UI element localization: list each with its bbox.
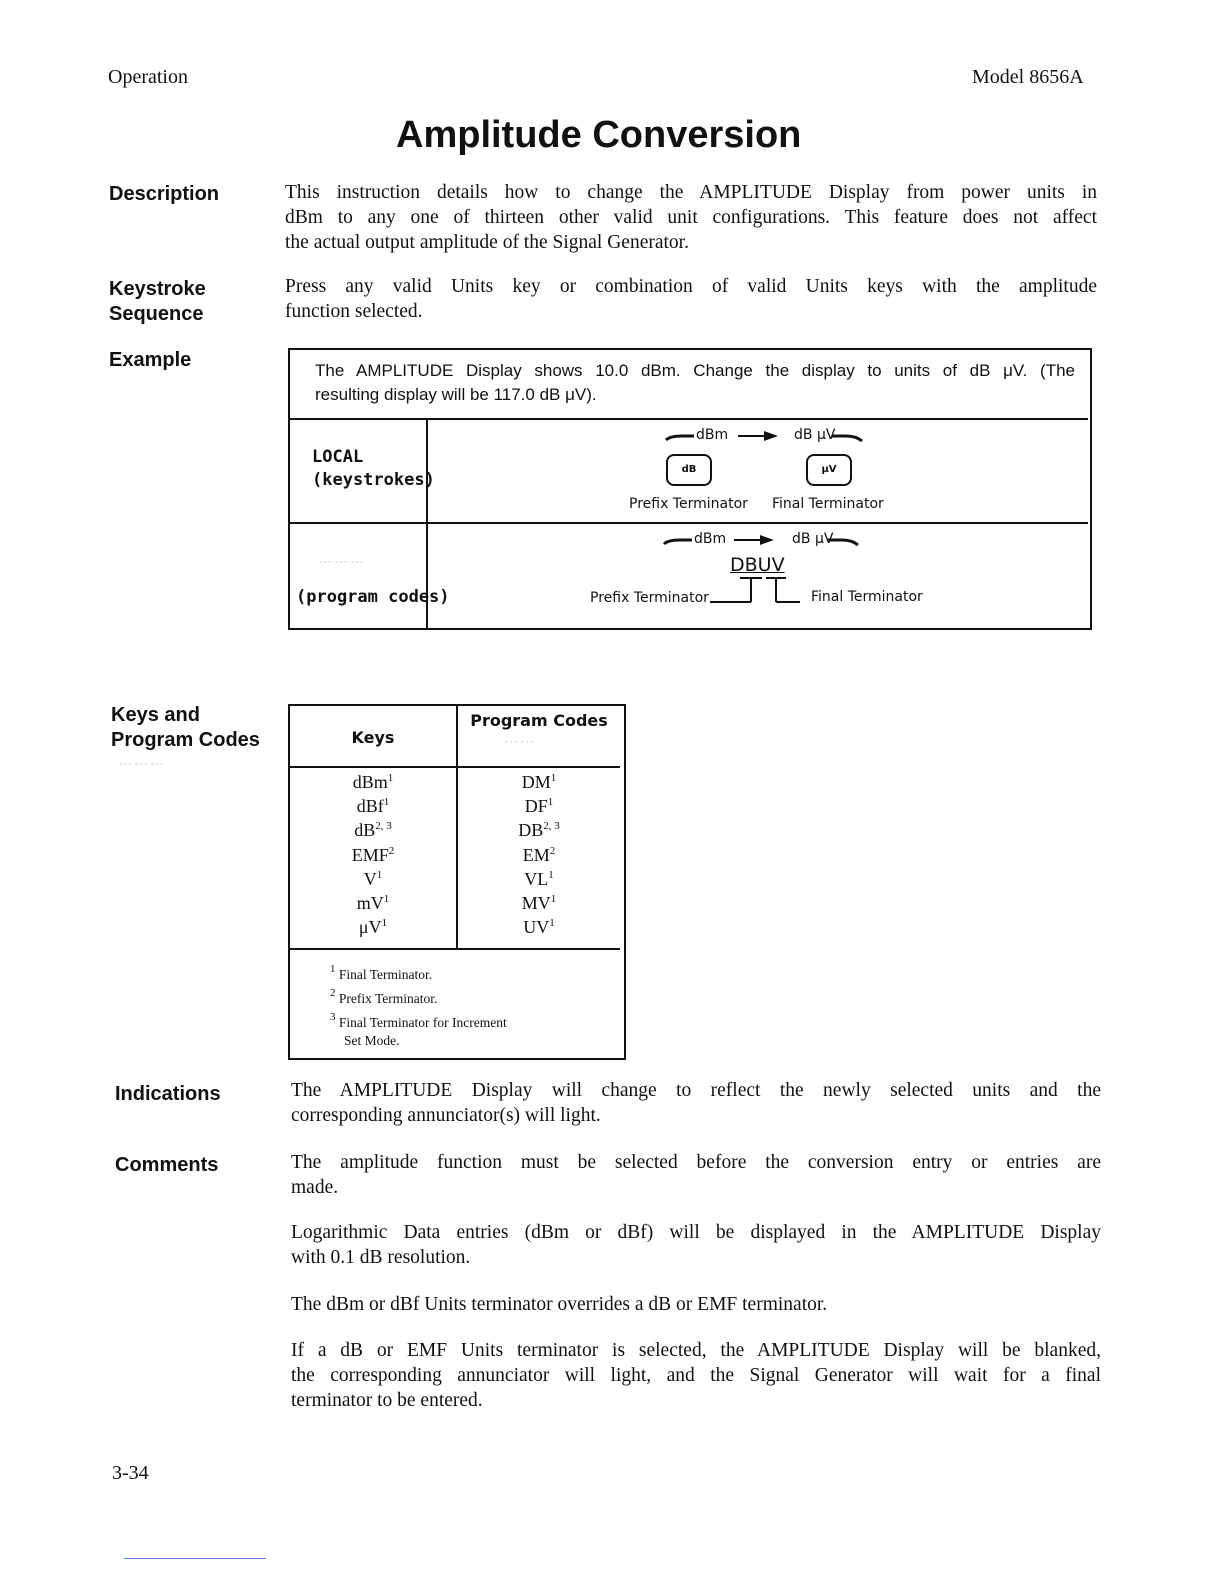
footnote-number: 2 xyxy=(330,987,336,999)
key-footnote: 1 xyxy=(387,772,394,784)
key-name: dBm xyxy=(352,772,388,792)
comments-line: Logarithmic Data entries (dBm or dBf) will be displayed in the AMPLITUDE Display xyxy=(291,1222,1101,1243)
description-line: This instruction details how to change the AMPLITUDE Display from power units in xyxy=(285,182,1097,203)
local-label-line1: LOCAL xyxy=(312,447,364,467)
code-footnote: 2 xyxy=(549,844,556,857)
comments-paragraph-3 xyxy=(291,1292,1101,1317)
program-code: EM xyxy=(522,844,550,865)
uv-key: μV xyxy=(806,454,852,486)
key-footnote: 2, 3 xyxy=(375,820,392,833)
example-top-rule xyxy=(288,348,1092,350)
model-header: Model 8656A xyxy=(972,66,1084,88)
keys-codes-table xyxy=(288,704,626,1060)
footnote-3-continued: Set Mode. xyxy=(344,1033,400,1048)
faded-mark: ⋯⋯⋯ xyxy=(118,757,166,772)
section-header: Operation xyxy=(108,66,188,88)
faded-mark: ⋯⋯ xyxy=(504,735,536,750)
program-code: VL xyxy=(524,868,549,889)
comments-label: Comments xyxy=(115,1154,219,1176)
page-title: Amplitude Conversion xyxy=(396,114,802,156)
remote-to-unit: dB μV xyxy=(792,531,834,547)
table-row xyxy=(290,867,456,891)
description-line: dBm to any one of thirteen other valid unit configurations. This feature does not affect xyxy=(285,207,1097,228)
local-final-terminator: Final Terminator xyxy=(772,496,884,512)
keystroke-line: function selected. xyxy=(285,301,423,322)
program-code-dbuv: DBUV xyxy=(730,554,785,576)
footnote-2 xyxy=(330,987,438,1008)
table-row xyxy=(290,915,456,939)
keys-column xyxy=(290,770,456,939)
example-intro-line2: resulting display will be 117.0 dB μV). xyxy=(315,385,597,404)
program-code: UV xyxy=(523,917,550,938)
key-name: V xyxy=(363,868,377,889)
keys-codes-label-line1: Keys and xyxy=(111,704,200,726)
indications-line: The AMPLITUDE Display will change to reflect the newly selected units and the xyxy=(291,1080,1101,1101)
table-row xyxy=(458,770,620,794)
key-footnote: 1 xyxy=(381,917,388,930)
comments-line: made. xyxy=(291,1177,339,1198)
keys-codes-label xyxy=(111,703,260,753)
table-row xyxy=(458,818,620,842)
comments-line: The dBm or dBf Units terminator overrides a dB or EMF terminator. xyxy=(291,1294,828,1315)
comments-paragraph-1 xyxy=(291,1150,1101,1200)
footnote-number: 1 xyxy=(330,963,336,975)
remote-from-unit: dBm xyxy=(694,531,727,547)
keystroke-line: Press any valid Units key or combination of valid Units keys with the amplitude xyxy=(285,276,1097,297)
key-footnote: 2 xyxy=(388,844,395,857)
table-row xyxy=(290,891,456,915)
footnote-text: Final Terminator for Increment xyxy=(338,1015,507,1030)
code-footnote: 1 xyxy=(550,772,557,784)
program-code: DM xyxy=(521,772,551,792)
keystroke-text xyxy=(285,274,1097,324)
program-code: DF xyxy=(524,796,548,817)
description-text xyxy=(285,180,1097,255)
db-key: dB xyxy=(666,454,712,486)
program-code: MV xyxy=(521,892,551,913)
footnote-number: 3 xyxy=(330,1011,336,1023)
keys-codes-label-line2: Program Codes xyxy=(111,729,260,751)
example-box xyxy=(288,348,1092,630)
indications-text xyxy=(291,1078,1101,1128)
comments-paragraph-4 xyxy=(291,1338,1101,1413)
codes-column xyxy=(458,770,620,939)
page-number: 3-34 xyxy=(112,1462,149,1484)
example-divider xyxy=(290,522,1088,524)
comments-line: with 0.1 dB resolution. xyxy=(291,1247,471,1268)
local-from-unit: dBm xyxy=(696,427,729,443)
local-flow-arrows xyxy=(660,428,880,450)
code-footnote: 2, 3 xyxy=(543,820,560,833)
local-label-line2: (keystrokes) xyxy=(312,470,435,490)
key-name: dB xyxy=(354,820,376,841)
local-to-unit: dB μV xyxy=(794,427,836,443)
remote-final-terminator: Final Terminator xyxy=(811,589,923,605)
footer-rule xyxy=(124,1558,266,1559)
example-intro xyxy=(315,359,1075,407)
comments-line: The amplitude function must be selected before the conversion entry or entries are xyxy=(291,1152,1101,1173)
key-footnote: 1 xyxy=(383,796,390,809)
example-divider xyxy=(290,418,1088,420)
footnote-text: Prefix Terminator. xyxy=(338,991,438,1006)
terminator-brackets xyxy=(710,576,800,606)
indications-label: Indications xyxy=(115,1083,221,1105)
description-line: the actual output amplitude of the Signal Generator. xyxy=(285,232,689,253)
faded-remote-label: ⋯⋯⋯ xyxy=(318,555,366,570)
footnote-1 xyxy=(330,963,433,984)
remote-prefix-terminator: Prefix Terminator xyxy=(590,590,709,606)
key-name: mV xyxy=(356,892,384,913)
local-prefix-terminator: Prefix Terminator xyxy=(629,496,748,512)
code-footnote: 1 xyxy=(548,868,554,881)
keys-column-header: Keys xyxy=(351,728,395,747)
table-row xyxy=(458,794,620,818)
table-row xyxy=(290,770,456,794)
local-label xyxy=(312,446,435,492)
key-name: dBf xyxy=(356,796,384,817)
remote-label: (program codes) xyxy=(296,587,450,607)
example-label: Example xyxy=(109,349,192,371)
comments-line: terminator to be entered. xyxy=(291,1390,483,1411)
program-code: DB xyxy=(518,820,544,841)
code-footnote: 1 xyxy=(547,796,554,809)
table-row xyxy=(290,843,456,867)
example-intro-line1: The AMPLITUDE Display shows 10.0 dBm. Change the display to units of dB μV. (The xyxy=(315,361,1075,380)
code-footnote: 1 xyxy=(549,917,555,930)
comments-line: the corresponding annunciator will light, and the Signal Generator will wait for a final xyxy=(291,1365,1101,1386)
table-row xyxy=(290,794,456,818)
key-footnote: 1 xyxy=(376,868,383,881)
comments-line: If a dB or EMF Units terminator is selected, the AMPLITUDE Display will be blanked, xyxy=(291,1340,1101,1361)
footnote-3 xyxy=(330,1011,507,1032)
keystroke-label-line2: Sequence xyxy=(109,303,204,325)
table-row xyxy=(458,915,620,939)
footnote-text: Final Terminator. xyxy=(338,967,433,982)
codes-column-header: Program Codes xyxy=(470,711,608,730)
remote-flow-arrows xyxy=(658,532,878,554)
keystroke-label xyxy=(109,277,206,327)
comments-paragraph-2 xyxy=(291,1220,1101,1270)
key-name: μV xyxy=(358,917,382,938)
code-footnote: 1 xyxy=(550,892,557,905)
table-row xyxy=(458,867,620,891)
table-header-rule xyxy=(290,766,620,768)
keystroke-label-line1: Keystroke xyxy=(109,278,206,300)
description-label: Description xyxy=(109,183,220,205)
table-body-rule xyxy=(290,948,620,950)
indications-line: corresponding annunciator(s) will light. xyxy=(291,1105,601,1126)
key-footnote: 1 xyxy=(383,892,390,905)
table-row xyxy=(290,818,456,842)
table-row xyxy=(458,891,620,915)
table-row xyxy=(458,843,620,867)
key-name: EMF xyxy=(351,844,389,865)
